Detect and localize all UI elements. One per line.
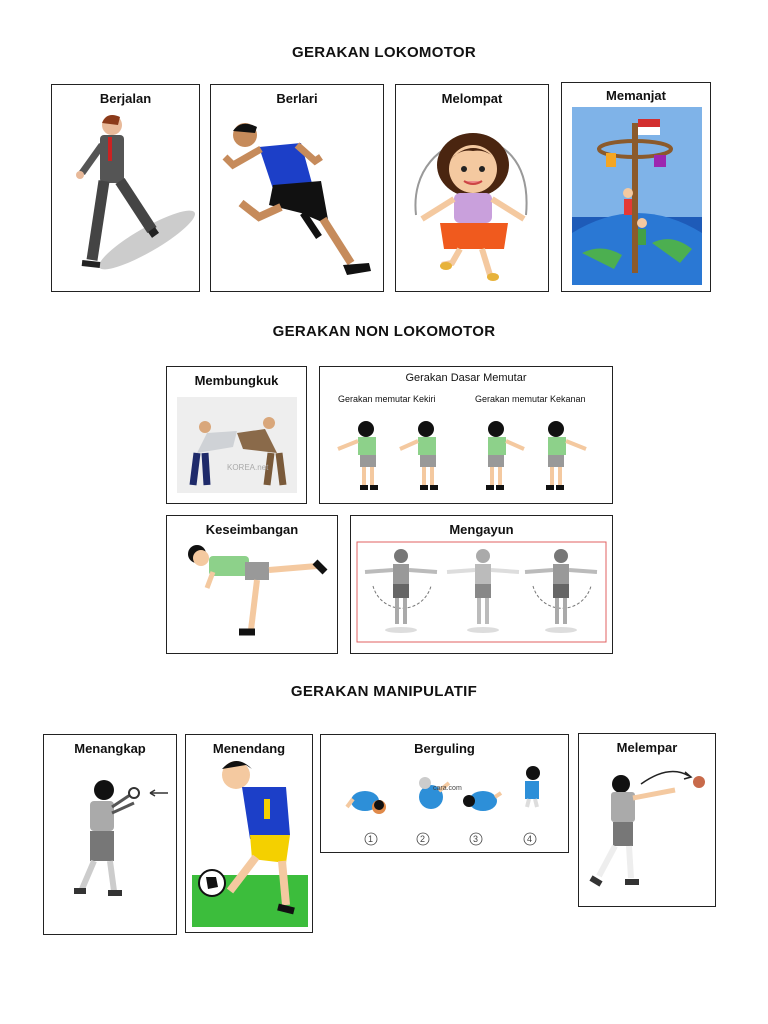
swing-figure-3 bbox=[525, 549, 597, 633]
watermark: KOREA.net bbox=[227, 463, 269, 472]
section-title-non-lokomotor: GERAKAN NON LOKOMOTOR bbox=[272, 323, 496, 340]
catching-girl-illustration bbox=[44, 735, 178, 936]
berguling-watermark: cara.com bbox=[433, 785, 462, 792]
card-berlari bbox=[210, 84, 384, 292]
jumping-girl-illustration bbox=[396, 85, 550, 293]
twist-figure-4 bbox=[546, 421, 586, 490]
card-membungkuk bbox=[166, 366, 307, 504]
kicking-boy-illustration bbox=[186, 735, 314, 934]
twist-figure-3 bbox=[486, 421, 524, 490]
step-number-1: 1 bbox=[368, 834, 374, 844]
label-membungkuk: Membungkuk bbox=[194, 373, 279, 388]
label-berjalan: Berjalan bbox=[99, 91, 152, 106]
climbing-pole-illustration bbox=[562, 83, 712, 293]
card-berguling bbox=[320, 734, 569, 853]
roll-step-2 bbox=[419, 777, 449, 809]
swing-figure-2 bbox=[447, 549, 519, 633]
label-melompat: Melompat bbox=[441, 91, 503, 106]
swing-figure-1 bbox=[365, 549, 437, 633]
swinging-arms-illustration bbox=[351, 516, 614, 655]
bowing-people-photo bbox=[167, 367, 308, 505]
label-berlari: Berlari bbox=[276, 91, 318, 106]
card-mengayun bbox=[350, 515, 613, 654]
card-menendang bbox=[185, 734, 313, 933]
running-man-illustration bbox=[211, 85, 385, 293]
card-menangkap bbox=[43, 734, 177, 935]
roll-step-1 bbox=[347, 791, 386, 814]
twist-figure-1 bbox=[338, 421, 378, 490]
twisting-girls-illustration bbox=[320, 367, 614, 505]
label-keseimbangan: Keseimbangan bbox=[205, 522, 299, 537]
card-melompat bbox=[395, 84, 549, 292]
label-menangkap: Menangkap bbox=[74, 741, 146, 756]
throwing-boy-illustration bbox=[579, 734, 717, 908]
card-memanjat bbox=[561, 82, 711, 292]
card-keseimbangan bbox=[166, 515, 338, 654]
label-memutar-kiri: Gerakan memutar Kekiri bbox=[338, 394, 436, 404]
balancing-girl-illustration bbox=[167, 516, 339, 655]
twist-figure-2 bbox=[400, 421, 438, 490]
section-title-manipulatif: GERAKAN MANIPULATIF bbox=[290, 683, 478, 700]
section-title-lokomotor: GERAKAN LOKOMOTOR bbox=[292, 44, 476, 61]
step-number-2: 2 bbox=[420, 834, 426, 844]
card-melempar bbox=[578, 733, 716, 907]
label-memanjat: Memanjat bbox=[606, 88, 666, 103]
rolling-boy-illustration bbox=[321, 735, 570, 854]
label-mengayun: Mengayun bbox=[449, 522, 514, 537]
step-number-4: 4 bbox=[527, 834, 533, 844]
roll-step-4 bbox=[525, 766, 540, 807]
label-gerakan-dasar-memutar: Gerakan Dasar Memutar bbox=[405, 372, 527, 384]
label-menendang: Menendang bbox=[212, 741, 286, 756]
card-berjalan bbox=[51, 84, 200, 292]
label-melempar: Melempar bbox=[616, 740, 678, 755]
walking-man-illustration bbox=[52, 85, 201, 293]
step-number-3: 3 bbox=[473, 834, 479, 844]
roll-step-3 bbox=[463, 791, 501, 811]
card-gerakan-dasar-memutar bbox=[319, 366, 613, 504]
label-berguling: Berguling bbox=[414, 741, 475, 756]
label-memutar-kanan: Gerakan memutar Kekanan bbox=[475, 394, 586, 404]
